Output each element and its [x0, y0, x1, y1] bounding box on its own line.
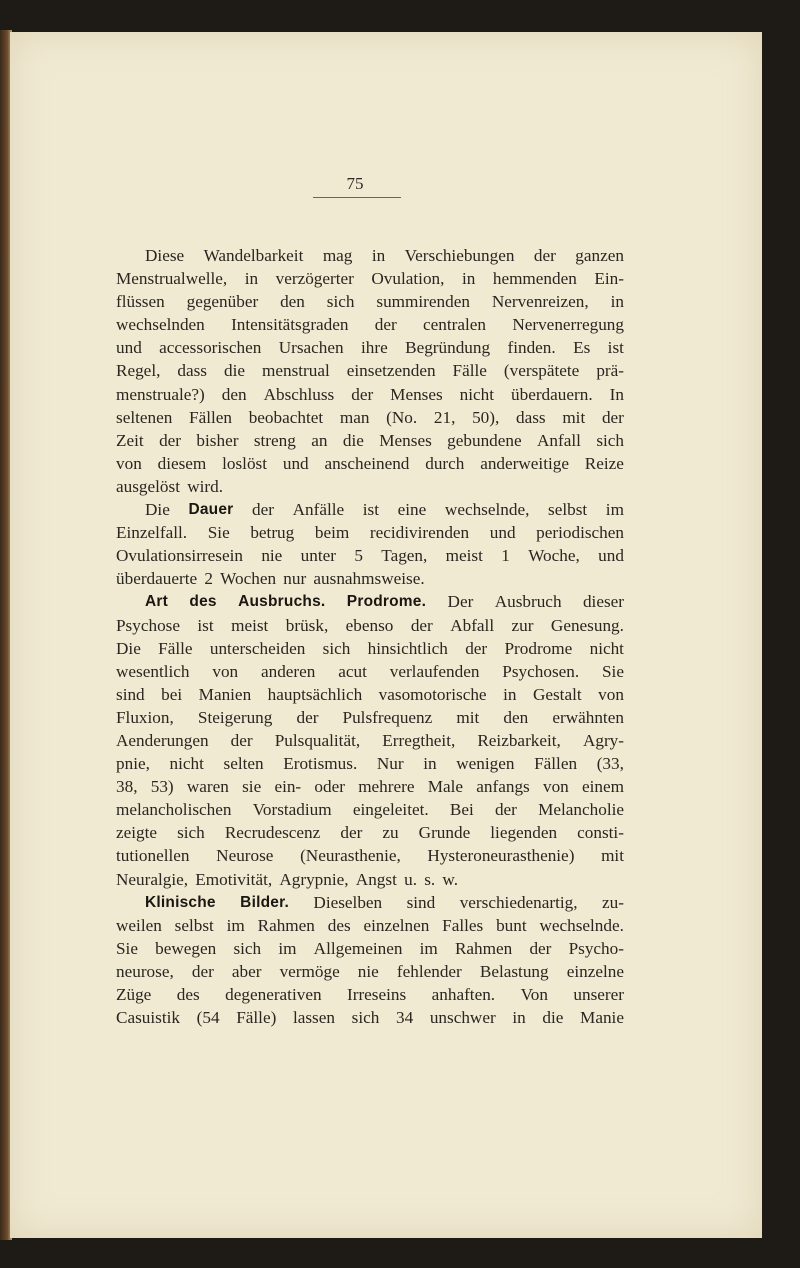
text-word: Dieselben	[313, 892, 383, 912]
text-word: in	[244, 269, 259, 289]
section-heading-word: Ausbruchs.	[238, 593, 326, 611]
text-word: 53)	[150, 777, 174, 797]
text-line	[116, 614, 624, 637]
text-word: sich	[177, 823, 205, 843]
text-word: 1	[501, 546, 510, 566]
text-word: beobachtet	[248, 407, 324, 427]
text-word: im	[419, 938, 438, 958]
text-word: gebundene	[447, 430, 522, 450]
text-word: in	[461, 269, 476, 289]
text-word: betrug	[250, 523, 295, 543]
text-word: bunt	[496, 915, 527, 935]
text-word: sich	[233, 938, 262, 958]
text-word: Steigerung	[197, 707, 273, 727]
text-line	[116, 752, 624, 775]
text-word: sind	[116, 684, 145, 704]
text-word: w.	[442, 869, 459, 889]
text-word: eingeleitet.	[352, 800, 429, 820]
text-line	[116, 590, 624, 613]
text-word: Rahmen	[454, 938, 513, 958]
text-word: Anfall	[537, 430, 581, 450]
text-word: Ein-	[594, 269, 624, 289]
text-word: im	[226, 915, 245, 935]
text-word: Regel,	[116, 361, 161, 381]
text-word: Ovulationsirresein	[116, 546, 243, 566]
text-word: ganzen	[575, 246, 624, 265]
text-word: Wandelbarkeit	[203, 246, 304, 265]
text-line	[116, 868, 624, 891]
text-word: zu-	[602, 892, 624, 912]
text-word: anscheinend	[324, 453, 410, 473]
text-word: und	[282, 453, 309, 473]
text-word: nicht	[589, 638, 624, 658]
text-word: Angst	[355, 869, 397, 889]
text-word: loslöst	[222, 453, 268, 473]
text-word: Ursachen	[278, 338, 344, 358]
text-word: Abfall	[450, 615, 495, 635]
text-word: lassen	[292, 1008, 335, 1028]
text-word: Agry-	[582, 730, 624, 750]
text-word: ihre	[360, 338, 388, 358]
text-word: wechselnde,	[444, 500, 530, 520]
text-word: bei	[161, 684, 183, 704]
text-word: im	[605, 500, 624, 520]
section-heading-word: Prodrome.	[346, 593, 427, 611]
text-word: des	[176, 985, 200, 1004]
text-word: einem	[581, 777, 624, 797]
text-word: den	[503, 707, 529, 727]
text-word: aber	[231, 961, 262, 981]
text-word: Casuistik	[116, 1008, 180, 1028]
text-word: Nervenerregung	[512, 315, 624, 335]
text-word: in	[512, 1008, 526, 1028]
text-word: Wochen	[220, 569, 277, 589]
text-word: bisher	[196, 430, 239, 450]
text-word: von	[212, 661, 239, 681]
text-word: sich	[326, 292, 355, 312]
text-word: dieser	[582, 592, 624, 612]
text-word: vermöge	[279, 961, 340, 981]
text-word: 38,	[116, 777, 138, 797]
text-word: pnie,	[116, 754, 150, 774]
text-word: Psychosen.	[502, 661, 580, 681]
book-page	[10, 32, 762, 1238]
text-word: Vorstadium	[252, 800, 332, 820]
text-word: ebenso	[345, 615, 394, 635]
text-word: Der	[447, 592, 474, 612]
text-word: weilen	[116, 915, 162, 935]
text-line	[116, 336, 624, 359]
text-line	[116, 521, 624, 544]
text-word: Neuralgie,	[116, 869, 189, 889]
text-line	[116, 937, 624, 960]
text-line	[116, 290, 624, 313]
text-word: nur	[283, 569, 307, 589]
section-heading-word: Bilder.	[240, 893, 289, 911]
text-word: dass	[516, 407, 546, 427]
text-word: menstruale?)	[116, 384, 205, 404]
text-word: Intensitätsgraden	[231, 315, 349, 335]
text-line	[116, 775, 624, 798]
text-word: verlaufenden	[389, 661, 480, 681]
text-word: wechselnden	[116, 315, 205, 335]
text-word: Emotivität,	[195, 869, 273, 889]
text-word: den	[221, 384, 247, 404]
text-word: Ovulation,	[371, 269, 445, 289]
text-word: sich	[596, 430, 624, 450]
text-word: Aenderungen	[116, 730, 209, 750]
text-word: Neurose	[216, 846, 274, 866]
text-word: liegenden	[490, 823, 558, 843]
text-word: Anfälle	[292, 500, 345, 520]
text-word: ausgelöst	[116, 476, 180, 496]
text-word: der	[533, 246, 556, 265]
text-word: Begründung	[405, 338, 491, 358]
text-word: (No.	[386, 407, 418, 427]
text-word: anfangs	[476, 777, 530, 797]
text-word: flüssen	[116, 292, 165, 312]
text-line	[116, 429, 624, 452]
text-line	[116, 567, 624, 590]
text-word: (54	[196, 1008, 220, 1028]
text-word: die	[342, 430, 364, 450]
text-word: unschwer	[429, 1008, 496, 1028]
text-word: Zeit	[116, 430, 144, 450]
text-word: Hysteroneurasthenie)	[427, 846, 575, 866]
text-word: erwähnten	[552, 707, 624, 727]
text-word: unterscheiden	[209, 638, 306, 658]
text-word: unserer	[573, 985, 624, 1004]
text-word: Fälle	[158, 638, 193, 658]
text-word: dass	[177, 361, 207, 381]
text-word: Manie	[580, 1008, 624, 1028]
text-word: Melancholie	[538, 800, 624, 820]
text-word: streng	[253, 430, 296, 450]
text-line	[116, 359, 624, 382]
text-line	[116, 544, 624, 567]
text-word: der	[340, 823, 363, 843]
text-word: nicht	[459, 384, 495, 404]
text-word: und	[598, 546, 624, 566]
text-word: ist	[362, 500, 380, 520]
section-heading-word: Art	[145, 593, 168, 611]
page-number-rule	[313, 197, 401, 198]
text-word: Grunde	[418, 823, 471, 843]
text-word: Gestalt	[532, 684, 582, 704]
text-word: Erotismus.	[283, 754, 358, 774]
text-word: anhaften.	[431, 985, 496, 1004]
text-word: Verschiebungen	[404, 246, 515, 265]
text-line	[116, 798, 624, 821]
text-word: Nervenreizen,	[491, 292, 589, 312]
text-word: accessorischen	[159, 338, 262, 358]
text-word: der	[374, 315, 397, 335]
text-word: im	[278, 938, 297, 958]
text-word: Einzelfall.	[116, 523, 188, 543]
text-line	[116, 452, 624, 475]
text-word: Ausbruch	[494, 592, 562, 612]
text-word: zu	[382, 823, 399, 843]
text-word: Allgemeinen	[313, 938, 403, 958]
section-heading-word: Klinische	[145, 893, 216, 911]
text-word: 2	[204, 569, 213, 589]
text-word: 50),	[472, 407, 500, 427]
text-word: finden.	[507, 338, 556, 358]
text-word: degenerativen	[225, 985, 322, 1004]
text-word: 5	[354, 546, 363, 566]
text-word: ist	[607, 338, 624, 358]
text-word: einzelne	[566, 961, 624, 981]
text-word: summirenden	[376, 292, 470, 312]
text-word: verzögerter	[275, 269, 354, 289]
text-word: Menses	[379, 430, 432, 450]
text-word: Agrypnie,	[279, 869, 349, 889]
text-word: Bei	[449, 800, 474, 820]
text-word: Erregtheit,	[382, 730, 456, 750]
text-word: Reizbarkeit,	[477, 730, 561, 750]
text-line	[116, 244, 624, 267]
text-word: wesentlich	[116, 661, 190, 681]
text-word: fehlender	[396, 961, 462, 981]
text-word: selbst	[174, 915, 214, 935]
text-word: neurose,	[116, 961, 174, 981]
text-line	[116, 983, 624, 1006]
text-word: s.	[424, 869, 436, 889]
text-word: Es	[573, 338, 591, 358]
text-word: unter	[300, 546, 336, 566]
text-word: Die	[116, 638, 141, 658]
page-number: 75	[346, 174, 364, 193]
text-word: zur	[511, 615, 534, 635]
text-word: selbst	[548, 500, 588, 520]
text-line	[116, 660, 624, 683]
text-word: Genesung.	[550, 615, 624, 635]
text-word: von	[542, 777, 569, 797]
text-word: der	[529, 938, 552, 958]
text-word: In	[609, 384, 624, 404]
text-word: gegenüber	[186, 292, 259, 312]
text-word: sind	[406, 892, 436, 912]
text-word: der	[351, 384, 374, 404]
text-word: wird.	[187, 476, 223, 496]
text-word: von	[598, 684, 624, 704]
text-word: Manien	[198, 684, 252, 704]
text-word: der	[191, 961, 214, 981]
text-word: Psychose	[116, 615, 180, 635]
text-word: Sie	[602, 661, 624, 681]
text-word: menstrual	[262, 361, 330, 381]
text-line	[116, 914, 624, 937]
text-word: meist	[231, 615, 269, 635]
text-word: die	[542, 1008, 564, 1028]
text-word: man	[339, 407, 370, 427]
text-word: in	[423, 754, 437, 774]
text-word: u.	[404, 869, 417, 889]
text-word: Menstrualwelle,	[116, 269, 228, 289]
text-word: recidivirenden	[369, 523, 470, 543]
text-word: der	[601, 407, 624, 427]
text-word: Fluxion,	[116, 707, 174, 727]
text-word: hemmenden	[492, 269, 577, 289]
text-word: Nur	[376, 754, 404, 774]
text-word: Tagen,	[381, 546, 428, 566]
text-word: in	[503, 684, 517, 704]
text-word: anderen	[260, 661, 316, 681]
text-word: Fällen	[189, 407, 232, 427]
text-word: Rahmen	[257, 915, 315, 935]
text-word: seltenen	[116, 407, 173, 427]
text-word: an	[311, 430, 328, 450]
body-text	[116, 244, 624, 1029]
text-word: periodischen	[536, 523, 624, 543]
text-word: in	[610, 292, 624, 312]
text-word: Züge	[116, 985, 152, 1004]
text-word: vasomotorische	[378, 684, 487, 704]
text-line	[116, 729, 624, 752]
text-word: in	[371, 246, 386, 265]
text-word: nie	[261, 546, 283, 566]
text-word: mehrere	[358, 777, 415, 797]
text-word: Recrudescenz	[224, 823, 321, 843]
text-word: einzelnen	[363, 915, 430, 935]
text-word: (Neurasthenie,	[300, 846, 401, 866]
text-word: überdauerte	[116, 569, 198, 589]
text-word: Fällen	[534, 754, 578, 774]
text-word: tutionellen	[116, 846, 190, 866]
text-word: und	[116, 338, 142, 358]
text-word: einsetzenden	[346, 361, 436, 381]
text-word: zeigte	[116, 823, 158, 843]
text-word: Falles	[442, 915, 484, 935]
text-word: der	[252, 500, 274, 520]
section-heading-word: Dauer	[188, 501, 234, 519]
text-word: eine	[397, 500, 427, 520]
text-word: wechselnde.	[539, 915, 624, 935]
text-word: die	[224, 361, 245, 381]
text-line	[116, 1006, 624, 1029]
text-line	[116, 960, 624, 983]
text-word: Menses	[390, 384, 443, 404]
text-word: Von	[520, 985, 548, 1004]
text-word: überdauern.	[511, 384, 593, 404]
text-word: ist	[197, 615, 214, 635]
text-word: ausnahmsweise.	[313, 569, 425, 589]
text-word: hauptsächlich	[267, 684, 363, 704]
text-word: wenigen	[456, 754, 515, 774]
text-word: Fälle)	[236, 1008, 277, 1028]
text-word: von	[116, 453, 142, 473]
text-word: beim	[314, 523, 350, 543]
text-word: der	[159, 430, 182, 450]
text-line	[116, 891, 624, 914]
text-word: 21,	[433, 407, 456, 427]
text-line	[116, 383, 624, 406]
text-word: bewegen	[155, 938, 217, 958]
text-line	[116, 475, 624, 498]
text-word: der	[230, 730, 253, 750]
text-word: prä-	[596, 361, 624, 381]
text-word: des	[327, 915, 351, 935]
text-word: brüsk,	[285, 615, 329, 635]
text-word: mit	[601, 846, 624, 866]
text-word: nie	[357, 961, 379, 981]
text-word: Sie	[116, 938, 138, 958]
text-word: Irreseins	[347, 985, 407, 1004]
text-word: der	[410, 615, 433, 635]
text-word: Pulsqualität,	[274, 730, 361, 750]
text-line	[116, 267, 624, 290]
section-heading-word: des	[189, 593, 217, 611]
text-word: mag	[322, 246, 353, 265]
text-word: centralen	[423, 315, 487, 335]
text-word: (verspätete	[503, 361, 580, 381]
text-word: hinsichtlich	[367, 638, 448, 658]
text-line	[116, 406, 624, 429]
text-word: consti-	[577, 823, 624, 843]
text-word: Psycho-	[568, 938, 624, 958]
text-word: der	[494, 800, 517, 820]
text-word: Abschluss	[263, 384, 335, 404]
text-line	[116, 821, 624, 844]
text-word: der	[465, 638, 488, 658]
text-word: und	[489, 523, 516, 543]
text-word: nicht	[169, 754, 204, 774]
text-word: sie	[242, 777, 262, 797]
text-word: durch	[425, 453, 465, 473]
text-line	[116, 637, 624, 660]
text-word: Die	[145, 500, 170, 520]
text-word: Male	[427, 777, 464, 797]
text-word: acut	[338, 661, 367, 681]
text-word: Fälle	[452, 361, 487, 381]
text-word: den	[280, 292, 305, 312]
text-word: Belastung	[479, 961, 549, 981]
text-word: Diese	[145, 246, 185, 265]
text-word: 34	[395, 1008, 414, 1028]
text-word: diesem	[157, 453, 207, 473]
text-word: der	[296, 707, 319, 727]
text-word: sich	[322, 638, 351, 658]
text-line	[116, 706, 624, 729]
text-word: melancholischen	[116, 800, 232, 820]
text-word: ein-	[274, 777, 302, 797]
text-word: Sie	[207, 523, 230, 543]
text-word: meist	[445, 546, 483, 566]
text-word: Pulsfrequenz	[342, 707, 433, 727]
text-word: Prodrome	[504, 638, 573, 658]
text-word: waren	[186, 777, 229, 797]
text-word: selten	[223, 754, 264, 774]
text-word: Woche,	[528, 546, 580, 566]
text-line	[116, 844, 624, 867]
text-word: oder	[314, 777, 345, 797]
text-line	[116, 683, 624, 706]
text-word: sich	[351, 1008, 380, 1028]
text-word: (33,	[596, 754, 624, 774]
text-word: mit	[456, 707, 480, 727]
text-word: Reize	[584, 453, 624, 473]
text-word: anderweitige	[480, 453, 569, 473]
text-line	[116, 313, 624, 336]
text-word: verschiedenartig,	[459, 892, 578, 912]
text-line	[116, 498, 624, 521]
text-word: mit	[562, 407, 586, 427]
